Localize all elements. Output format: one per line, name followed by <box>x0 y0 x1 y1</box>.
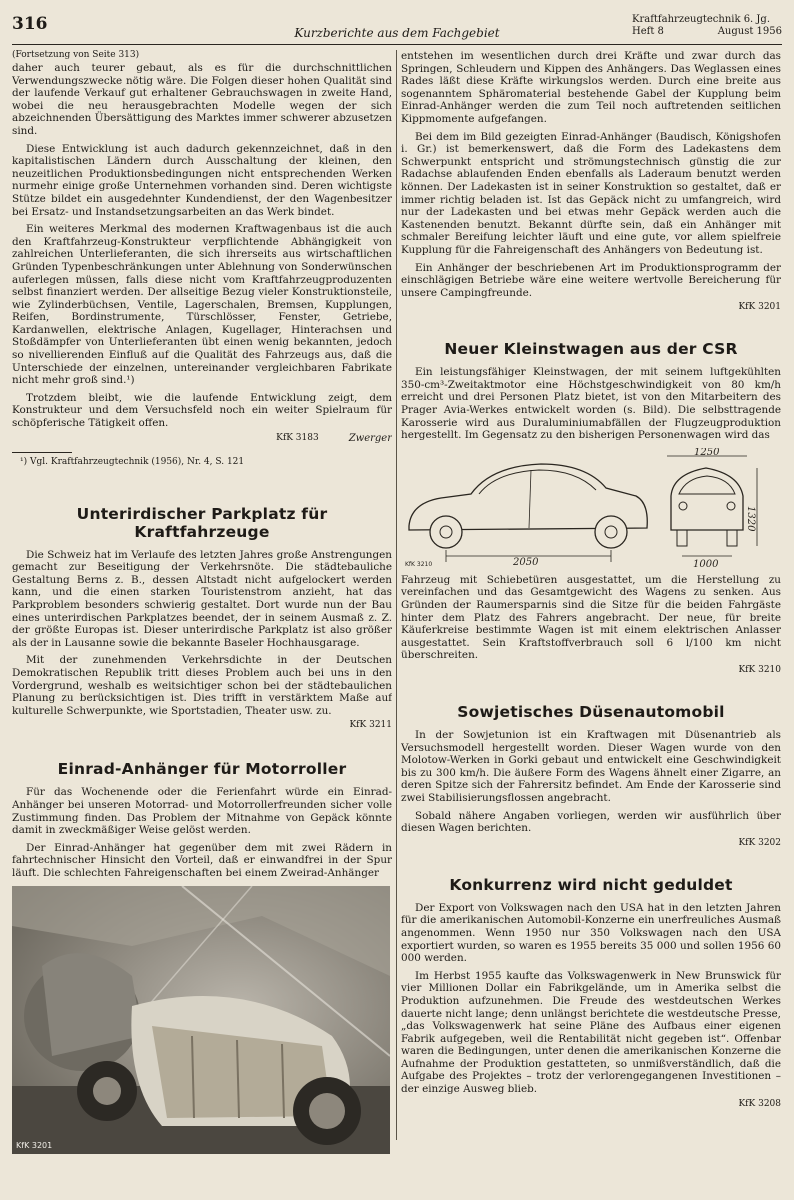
article-code: KfK 3211 <box>349 720 392 731</box>
article-paragraph: entstehen im wesentlichen durch drei Kräfte und zwar durch das Springen, Schleudern und Kippen des Anhängers. Das Weglassen eines Rades läßt diese Kräfte wirkungslos werden. Durch eine breite aus sogenanntem Sphäromaterial bestehende Gabel der Kupplung beim Einrad-Anhänger werden die zum Teil noch auftretenden seitlichen Kippmomente aufgefangen. <box>401 50 781 125</box>
article-code: KfK 3201 <box>738 302 781 313</box>
article-signature <box>12 720 392 730</box>
article-paragraph: Diese Entwicklung ist auch dadurch gekennzeichnet, daß in den kapitalistischen Ländern durch Ausschaltung der kleinen, den neuzeitlichen Produktionsbedingungen nicht entsprechenden Werken nurmehr einige große Unternehmen vorhanden sind. Deren wichtigste Stütze bildet ein ausgedehnter Kundendienst, der den Wagenbesitzer bei Ersatz- und Instandsetzungsarbeiten an das Werk bindet. <box>12 142 392 218</box>
column-divider <box>396 50 397 1140</box>
article-paragraph: Ein weiteres Merkmal des modernen Kraftwagenbaus ist die auch den Kraftfahrzeug-Konstrukteur verpflichtende Abhängigkeit von zahlreichen Unterlieferanten, die sich ihrerseits aus wirtschaftlichen Gründen Typenbeschränkungen unter Ablehnung von Sonderwünschen auferlegen müssen, falls diese nicht vom Kraftfahrzeugproduzenten selbst finanziert werden. Der allseitige Bezug vieler Konstruktionsteile, wie Zylinderbüchsen, Ventile, Lagerschalen, Bremsen, Kupplungen, Reifen, Bordinstrumente, Türschlösser, Fenster, Getriebe, Kardanwellen, elektrische Anlagen, Kugellager, Hinterachsen und Stoßdämpfer von Unterlieferanten übt einen wenig bekannten, jedoch so nivellierenden Einfluß auf die Qualität des Fahrzeugs aus, daß die Unterschiede der einzelnen, untereinander vergleichbaren Fabrikate nicht mehr groß sind.¹) <box>12 223 392 387</box>
article-paragraph: In der Sowjetunion ist ein Kraftwagen mit Düsenantrieb als Versuchsmodell hergestellt worden. Dieser Wagen wurde von den Molotow-Werken in Gorki gebaut und entwickelt eine Geschwindigkeit bis zu 300 km/h. Die äußere Form des Wagens ähnelt einer Zigarre, an deren Spitze sich der Fahrersitz befindet. Am Ende der Karosserie sind zwei Stabilisierungsflossen angebracht. <box>401 729 781 804</box>
article-paragraph: Der Export von Volkswagen nach den USA hat in den letzten Jahren für die amerikanischen Automobil-Konzerne ein unerfreuliches Ausmaß angenommen. Wenn 1950 nur 350 Volkswagen nach den USA exportiert wurden, so waren es 1955 bereits 35 000 und sollen 1956 60 000 werden. <box>401 901 781 965</box>
article-signature <box>401 838 781 848</box>
section-title: Kurzberichte aus dem Fachgebiet <box>294 26 500 40</box>
article-paragraph: Mit der zunehmenden Verkehrsdichte in der Deutschen Demokratischen Republik tritt dieses Problem auch bei uns in den Vordergrund, weshalb es weitsichtiger schon bei der städtebaulichen Planung zu berücksichtigen ist. Dies trifft in verstärktem Maße auf kulturelle Schwerpunkte, wie Sportstadien, Theater usw. zu. <box>12 654 392 717</box>
right-column <box>401 50 781 1194</box>
continuation-note: (Fortsetzung von Seite 313) <box>12 50 140 60</box>
article-paragraph: Der Einrad-Anhänger hat gegenüber dem mit zwei Rädern in fahrtechnischer Hinsicht den Vorteil, daß er einwandfrei in der Spur läuft. Die schlechten Fahreigenschaften bei einem Zweirad-Anhänger <box>12 841 392 879</box>
heading-einrad: Einrad-Anhänger für Motorroller <box>57 760 347 779</box>
drawing-svg <box>401 448 777 570</box>
article-paragraph: Ein Anhänger der beschriebenen Art im Produktionsprogramm der einschlägigen Betriebe wäre eine weitere wertvolle Bereicherung für unsere Campingfreunde. <box>401 261 781 299</box>
heading-duesen: Sowjetisches Düsenautomobil <box>457 703 725 721</box>
article-paragraph: Im Herbst 1955 kaufte das Volkswagenwerk in New Brunswick für vier Millionen Dollar ein Fabrikgelände, um in Amerika selbst die Produktion aufzunehmen. Die Freude des westdeutschen Werkes dauerte nicht lange; denn unlängst berichtete die westdeutsche Presse, „das Volkswagenwerk hat seine Pläne des Aufbaus einer eigenen Fabrik aufgegeben, weil die Rentabilität nicht gegeben ist“. Offenbar waren die Bedingungen, unter denen die amerikanischen Konzerne die Aufnahme der Produktion gestatteten, so unmißverständlich, daß die Aufgabe des Projektes – trotz der verlorengegangenen Investitionen – der einzige Ausweg blieb. <box>401 969 781 1096</box>
car-technical-drawing <box>401 448 777 570</box>
heading-konkurrenz: Konkurrenz wird nicht geduldet <box>449 875 733 894</box>
article-paragraph: Die Schweiz hat im Verlaufe des letzten Jahres große Anstrengungen gemacht zur Beseitigung der Verkehrsnöte. Die städtebauliche Gestaltung Berns z. B., dessen Altstadt nicht aufgelockert werden kann, und die einen starken Touristenstrom anzieht, hat das Parkproblem besonders schwierig gestaltet. Dort wurde nun der Bau eines unterirdischen Parkplatzes beendet, der in seinem Ausmaß z. Z. der größte Europas ist. Dieser unterirdische Parkplatz ist also größer als der in Lausanne sowie die bekannte Baseler Hochhausgarage. <box>12 548 392 649</box>
photo-tag: KfK 3201 <box>16 1140 53 1150</box>
scooter-trailer-photo <box>12 886 390 1154</box>
page-number: 316 <box>12 14 48 34</box>
page-header <box>12 10 782 45</box>
article-paragraph: daher auch teurer gebaut, als es für die durchschnittlichen Verwendungszwecke nötig wäre. Die Folgen dieser hohen Qualität sind der laufende Verkauf gut erhaltener Gebrauchswagen in zweite Hand, wobei die neu herausgebrachten Modelle wegen der sich abzeichnenden Übersättigung des Marktes immer schwerer abzusetzen sind. <box>12 62 392 137</box>
heading-csr: Neuer Kleinstwagen aus der CSR <box>444 340 738 359</box>
photo-illustration <box>12 886 390 1154</box>
article-author: Zwerger <box>348 432 392 444</box>
left-column <box>12 50 392 1194</box>
footnote-rule <box>12 452 72 453</box>
article-paragraph: Fahrzeug mit Schiebetüren ausgestattet, um die Herstellung zu vereinfachen und das Gesamtgewicht des Wagens zu senken. Aus Gründen der Raumersparnis sind die Sitze für die beiden Fahrgäste hinter dem Platz des Fahrers angebracht. Der neue, für breite Käuferkreise bestimmte Wagen ist mit einem elektrischen Anlasser ausgestattet. Sein Kraftstoffverbrauch soll 6 l/100 km nicht überschreiten. <box>401 573 781 662</box>
journal-name: Kraftfahrzeugtechnik 6. Jg. <box>632 14 771 25</box>
article-code: KfK 3183 <box>276 432 319 443</box>
article-signature <box>401 665 781 675</box>
article-paragraph: Für das Wochenende oder die Ferienfahrt würde ein Einrad-Anhänger bei unseren Motorrad- und Motorrollerfreunden sicher volle Zustimmung finden. Das Problem der Mitnahme von Gepäck könnte damit in zweckmäßiger Weise gelöst werden. <box>12 786 392 837</box>
dim-length: 2050 <box>513 556 539 568</box>
article-signature <box>12 433 392 444</box>
footnote: ¹) Vgl. Kraftfahrzeugtechnik (1956), Nr. 4, S. 121 <box>20 456 245 467</box>
article-paragraph: Ein leistungsfähiger Kleinstwagen, der mit seinem luftgekühlten 350-cm³-Zweitaktmotor eine Höchstgeschwindigkeit von 80 km/h erreicht und drei Personen Platz bietet, ist von den Mitarbeitern des Prager Avia-Werkes entwickelt worden (s. Bild). Die selbsttragende Karosserie wird aus Duraluminiumabfällen der Flugzeugproduktion hergestellt. Im Gegensatz zu den bisherigen Personenwagen wird das <box>401 366 781 442</box>
article-signature <box>401 302 781 312</box>
dim-height: 1320 <box>745 505 756 532</box>
article-code: KfK 3210 <box>738 665 781 675</box>
drawing-tag: KfK 3210 <box>405 560 433 568</box>
journal-info <box>632 14 782 38</box>
dim-width: 1250 <box>694 447 720 458</box>
article-paragraph: Bei dem im Bild gezeigten Einrad-Anhänger (Baudisch, Königshofen i. Gr.) ist bemerkenswert, daß die Form des Ladekastens dem Schwerpunkt entspricht und strömungstechnisch günstig die zur Radachse ablaufenden Enden ebenfalls als Laderaum benutzt werden können. Der Ladekasten ist in seiner Konstruktion so gestaltet, daß er immer richtig beladen ist. Ist das Gepäck nicht zu umfangreich, wird nur der Ladekasten und bei etwas mehr Gepäck werden auch die Kastenenden benutzt. Bekannt dürfte sein, daß ein Anhänger mit schmaler Bereifung leichter läuft und eine gute, vor allem spielfreie Kupplung für die Fahreigenschaft des Anhängers von Bedeutung ist. <box>401 130 781 256</box>
article-paragraph: Trotzdem bleibt, wie die laufende Entwicklung zeigt, dem Konstrukteur und dem Versuchsfeld noch ein weiter Spielraum für schöpferische Tätigkeit offen. <box>12 391 392 430</box>
article-signature <box>401 1099 781 1109</box>
dim-track: 1000 <box>693 558 719 570</box>
journal-date: August 1956 <box>717 26 782 37</box>
article-paragraph: Sobald nähere Angaben vorliegen, werden wir ausführlich über diesen Wagen berichten. <box>401 809 781 835</box>
journal-issue: Heft 8 <box>632 26 664 37</box>
article-code: KfK 3202 <box>738 837 781 848</box>
heading-parkplatz: Unterirdischer Parkplatz für Kraftfahrzeuge <box>76 504 328 541</box>
article-code: KfK 3208 <box>738 1098 781 1109</box>
